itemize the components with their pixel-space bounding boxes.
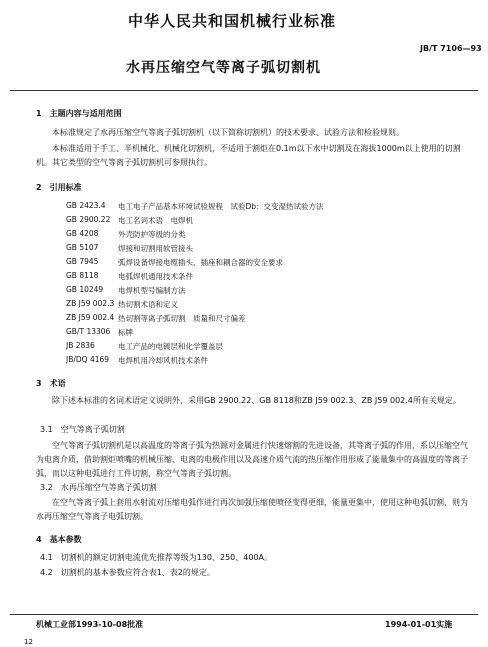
ref-code: JB 2836 [66, 341, 95, 350]
section-4-heading: 4 基本参数 [36, 535, 82, 544]
page-number: 12 [24, 638, 33, 646]
ref-code: GB 7945 [66, 257, 99, 266]
ref-title: 电弧焊机通用技术条件 [118, 272, 193, 281]
ref-title: 热切割等离子弧切割 质量和尺寸偏差 [118, 314, 246, 323]
header-divider [10, 90, 478, 91]
section-4-item: 4.2 切割机的基本参数应符合表1、表2的规定。 [40, 568, 215, 577]
section-3-paragraph: 除下述本标准的名词术语定义说明外，采用GB 2900.22、GB 8118和ZB J59 002.3、ZB J59 002.4所有关规定。 [52, 396, 461, 405]
section-1-paragraph: 本标准规定了水再压缩空气等离子弧切割机（以下简称切割机）的技术要求、试验方法和检验规则。 [52, 128, 404, 137]
subsection-3-1-heading: 3.1 空气等离子弧切割 [40, 425, 125, 434]
ref-code: GB 8118 [66, 271, 99, 280]
footer-divider [10, 614, 478, 615]
ref-code: JB/DQ 4169 [66, 355, 110, 364]
section-3-heading: 3 术语 [36, 379, 66, 388]
ref-code: GB 5107 [66, 243, 99, 252]
ref-title: 电工名词术语 电焊机 [118, 216, 193, 225]
standard-organization-header: 中华人民共和国机械行业标准 [128, 12, 337, 30]
implementation-date: 1994-01-01实施 [385, 620, 453, 629]
ref-title: 热切割术语和定义 [118, 300, 178, 309]
section-4-item: 4.1 切割机的额定切割电流优先推荐等级为130、250、400A。 [40, 553, 273, 562]
section-1-heading: 1 主题内容与适用范围 [36, 109, 122, 118]
ref-code: GB 2423.4 [66, 201, 106, 210]
ref-code: ZB J59 002.4 [66, 313, 115, 322]
standard-number: JB/T 7106—93 [420, 44, 482, 53]
standard-title: 水再压缩空气等离子弧切割机 [126, 60, 321, 76]
ref-code: GB 10249 [66, 285, 104, 294]
ref-title: 外壳防护等级的分类 [118, 230, 186, 239]
subsection-3-2-paragraph: 在空气等离子弧上套用水射流对压缩电弧作进行再次加强压缩使喷径变得更细，能量更集中，使用这种电弧切割，则为水再压缩空气等离子电弧切割。 [36, 498, 468, 521]
section-1-paragraph-2: 本标准适用于手工、半机械化、机械化切割机，不适用于割炬在0.1m以下水中切割及在海拔1000m以上使用的切割机。其它类型的空气等离子弧切割机可参照执行。 [36, 144, 461, 167]
ref-title: 焊接和切割用软管接头 [118, 244, 193, 253]
section-2-heading: 2 引用标准 [36, 183, 82, 192]
ref-title: 电工电子产品基本环境试验规程 试验Db：交变湿热试验方法 [118, 202, 324, 211]
ref-code: GB 2900.22 [66, 215, 111, 224]
ref-title: 电焊机用冷却风机技术条件 [118, 356, 208, 365]
ref-title: 弧焊设备焊接电缆插头、插座和耦合器的安全要求 [118, 258, 283, 267]
ref-code: ZB J59 002.3 [66, 299, 115, 308]
subsection-3-2-heading: 3.2 水再压缩空气等离子弧切割 [40, 483, 157, 492]
subsection-3-1-paragraph: 空气等离子弧切割机是以高温度的等离子弧为热源对金属进行快速熔割的先进设备，其等离子弧的作用，系以压缩空气为电离介质，借助割炬喷嘴的机械压缩、电离的电极作用以及高速介质气流的热压缩作用形成了能量集中的高温度的等离子弧，而以这种电弧进行工件切割，称空气等离子弧切割。 [36, 441, 468, 478]
ref-title: 标牌 [118, 328, 133, 337]
ref-title: 电工产品的电镀层和化学覆盖层 [118, 342, 223, 351]
ref-title: 电焊机型号编制方法 [118, 286, 186, 295]
ref-code: GB/T 13306 [66, 327, 111, 336]
ref-code: GB 4208 [66, 229, 99, 238]
approval-date: 机械工业部1993-10-08批准 [36, 620, 144, 629]
